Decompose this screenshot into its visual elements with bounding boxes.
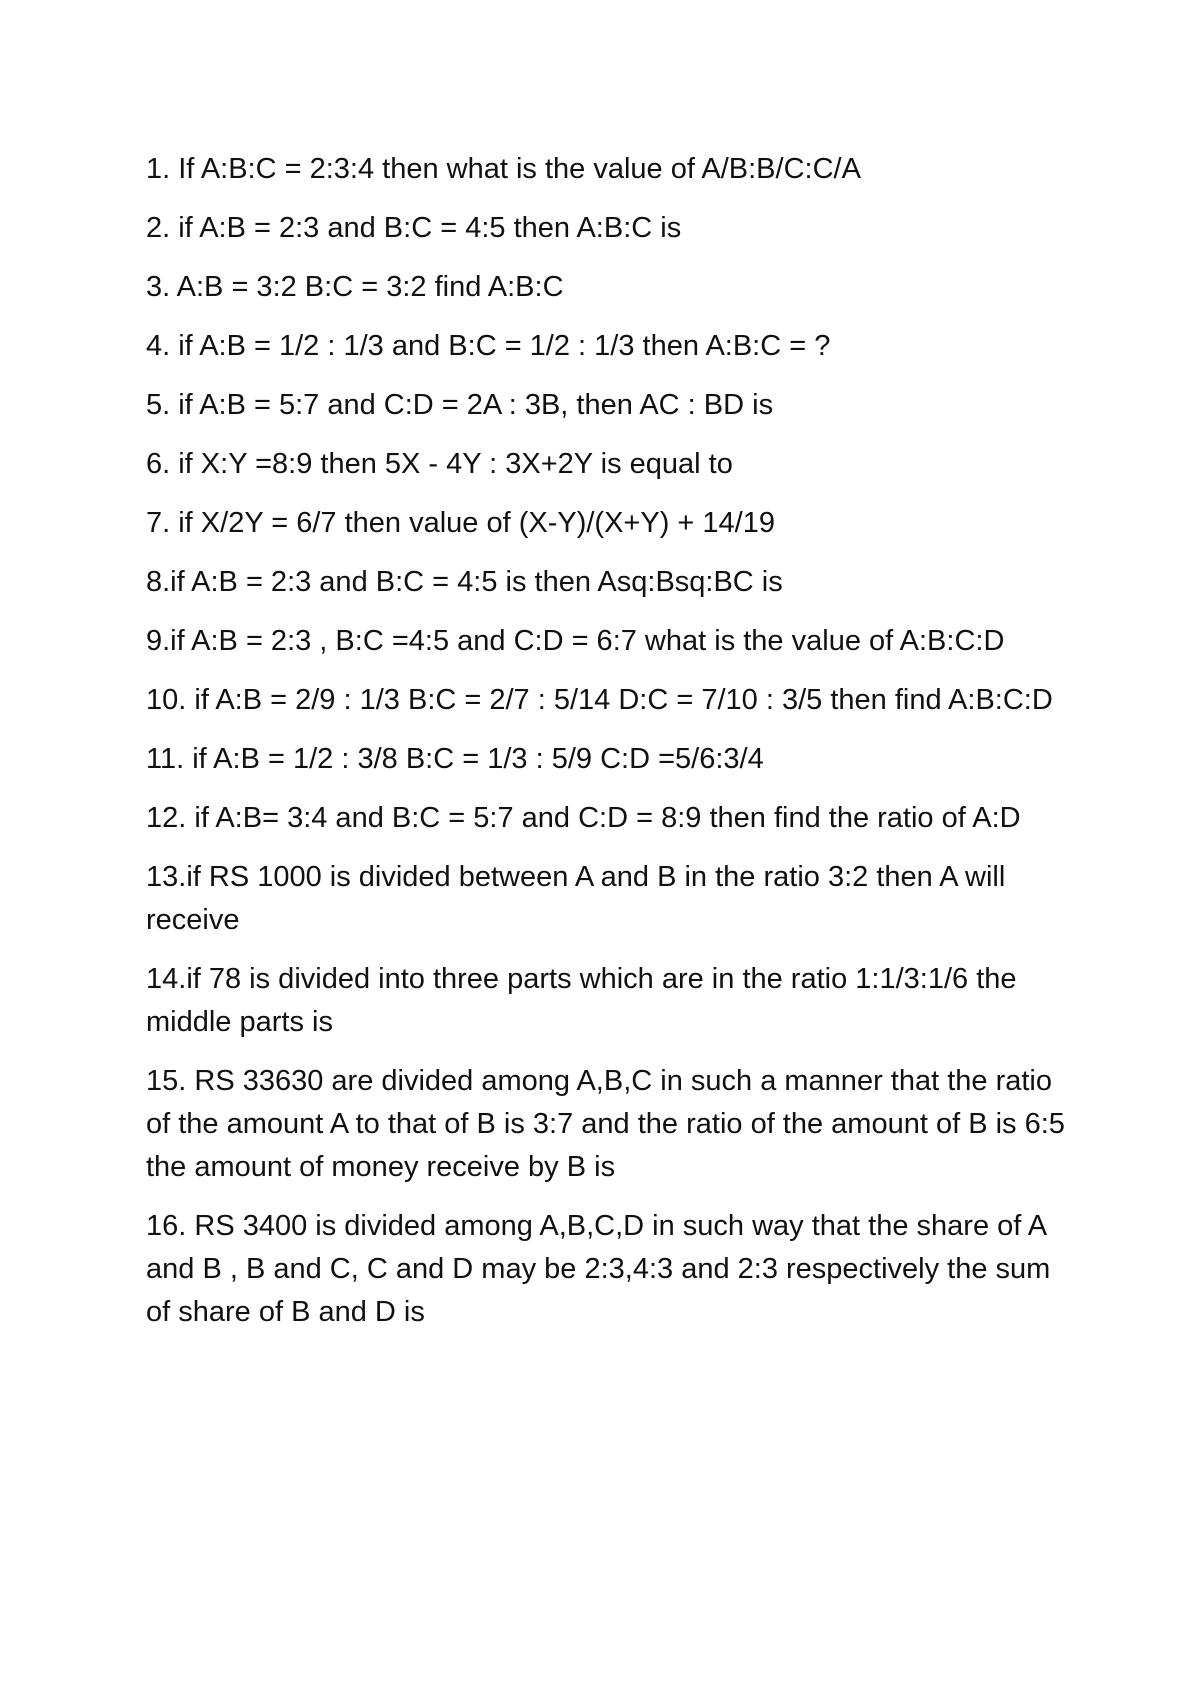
- question-12: 12. if A:B= 3:4 and B:C = 5:7 and C:D = 8:9 then find the ratio of A:D: [146, 802, 1021, 834]
- question-5: 5. if A:B = 5:7 and C:D = 2A : 3B, then AC : BD is: [146, 389, 774, 421]
- question-3: 3. A:B = 3:2 B:C = 3:2 find A:B:C: [146, 271, 564, 303]
- question-8: 8.if A:B = 2:3 and B:C = 4:5 is then Asq:Bsq:BC is: [146, 566, 783, 598]
- question-1: 1. If A:B:C = 2:3:4 then what is the value of A/B:B/C:C/A: [146, 153, 861, 185]
- question-2: 2. if A:B = 2:3 and B:C = 4:5 then A:B:C is: [146, 212, 682, 244]
- question-16: 16. RS 3400 is divided among A,B,C,D in such way that the share of A and B , B and C, C and D may be 2:3,4:3 and 2:3 respectively the sum of share of B and D is: [146, 1210, 1051, 1328]
- question-10: 10. if A:B = 2/9 : 1/3 B:C = 2/7 : 5/14 D:C = 7/10 : 3/5 then find A:B:C:D: [146, 684, 1053, 716]
- question-13: 13.if RS 1000 is divided between A and B in the ratio 3:2 then A will receive: [146, 861, 1006, 936]
- question-list: [146, 148, 1076, 1350]
- question-7: 7. if X/2Y = 6/7 then value of (X-Y)/(X+Y) + 14/19: [146, 507, 775, 539]
- question-15: 15. RS 33630 are divided among A,B,C in such a manner that the ratio of the amount A to that of B is 3:7 and the ratio of the amount of B is 6:5 the amount of money receive by B is: [146, 1065, 1065, 1183]
- question-6: 6. if X:Y =8:9 then 5X - 4Y : 3X+2Y is equal to: [146, 448, 733, 480]
- question-11: 11. if A:B = 1/2 : 3/8 B:C = 1/3 : 5/9 C:D =5/6:3/4: [146, 743, 764, 775]
- question-4: 4. if A:B = 1/2 : 1/3 and B:C = 1/2 : 1/3 then A:B:C = ?: [146, 330, 831, 362]
- question-9: 9.if A:B = 2:3 , B:C =4:5 and C:D = 6:7 what is the value of A:B:C:D: [146, 625, 1005, 657]
- question-14: 14.if 78 is divided into three parts which are in the ratio 1:1/3:1/6 the middle parts is: [146, 963, 1017, 1038]
